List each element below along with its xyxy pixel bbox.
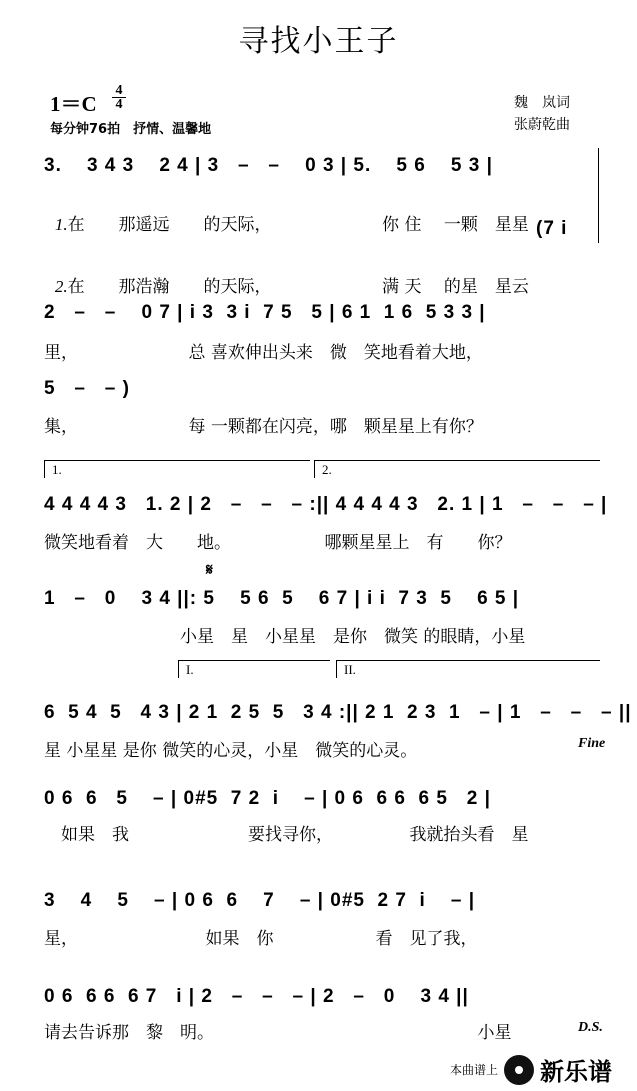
verse-number-1: 1. [54, 215, 68, 234]
time-signature-bottom: 4 [115, 97, 123, 112]
score-line-2-notes-verse-2: 5 – – ) [44, 378, 130, 399]
score-line-5-notes: 6 5 4 5 4 3 | 2 1 2 5 5 3 4 :|| 2 1 2 3 1 – | 1 – – – || [44, 702, 632, 723]
segno-icon: 𝄋 [206, 560, 213, 579]
footer-watermark [450, 1052, 612, 1087]
record-disc-icon [504, 1055, 534, 1085]
composer-credit: 张蔚乾曲 [514, 117, 570, 133]
ending-label-4: II. [344, 662, 356, 677]
tempo-marking: 每分钟76拍 抒情、温馨地 [50, 122, 212, 137]
ds-marking: D.S. [578, 1020, 603, 1035]
score-line-8-lyrics: 请去告诉那 黎 明。 小星 [44, 1023, 512, 1043]
score-line-4-lyrics: 小星 星 小星星 是你 微笑 的眼睛，小星 [44, 627, 526, 647]
song-title: 寻找小王子 [238, 24, 399, 59]
score-line-1-lyrics-verse-2 [44, 252, 529, 297]
key-signature: 1＝C [50, 92, 97, 116]
fine-marking: Fine [578, 736, 606, 751]
ending-label-2: 2. [322, 462, 332, 477]
score-line-2-notes: 2 – – 0 7 | i 3 3 i 7 5 5 | 6 1 1 6 5 3 3 | [44, 302, 486, 323]
ending-bracket-2 [314, 460, 600, 478]
score-line-8-notes: 0 6 6 6 6 7 i | 2 – – – | 2 – 0 3 4 || [44, 986, 469, 1007]
lyricist-credit: 魏 岚词 [514, 95, 570, 111]
ending-label-1: 1. [52, 462, 62, 477]
score-line-7-lyrics: 星， 如果 你 看 见了我， [44, 929, 478, 949]
score-line-1-lyrics-verse-1 [44, 190, 529, 235]
ending-bracket-1 [44, 460, 310, 478]
score-line-2-lyrics-verse-1: 里， 总 喜欢伸出头来 微 笑地看着大地， [44, 343, 483, 363]
ending-bracket-3 [178, 660, 330, 678]
score-line-2-lyrics-verse-2: 集， 每 一颗都在闪亮，哪 颗星星上有你？ [44, 417, 483, 437]
time-signature [112, 84, 126, 111]
score-line-4-notes: 1 – 0 3 4 ||: 5 5 6 5 6 7 | i i 7 3 5 6 5 | [44, 588, 520, 609]
score-line-1-notes: 3. 3 4 3 2 4 | 3 – – 0 3 | 5. 5 6 5 3 | [44, 155, 493, 176]
footer-prefix: 本曲谱上 [450, 1063, 499, 1077]
verse-number-2: 2. [54, 277, 68, 296]
barline [598, 148, 599, 243]
verse-1-text: 在 那遥远 的天际， 你 住 一颗 星星 [67, 215, 529, 235]
score-line-3-lyrics: 微笑地看着 大 地。 哪颗星星上 有 你？ [44, 533, 512, 553]
score-line-5-lyrics: 星 小星星 是你 微笑的心灵，小星 微笑的心灵。 [44, 741, 418, 761]
ending-bracket-4 [336, 660, 600, 678]
ending-label-3: I. [186, 662, 194, 677]
score-line-6-notes: 0 6 6 5 – | 0#5 7 2 i – | 0 6 6 6 6 5 2 | [44, 788, 491, 809]
score-line-7-notes: 3 4 5 – | 0 6 6 7 – | 0#5 2 7 i – | [44, 890, 476, 911]
time-signature-top: 4 [115, 83, 123, 98]
verse-2-text: 在 那浩瀚 的天际， 满 天 的星 星云 [67, 277, 529, 297]
score-line-1-alt-notes: (7 i [536, 218, 568, 239]
footer-brand: 新乐谱 [540, 1058, 613, 1086]
score-line-6-lyrics: 如果 我 要找寻你， 我就抬头看 星 [44, 825, 529, 845]
score-line-3-notes: 4 4 4 4 3 1. 2 | 2 – – – :|| 4 4 4 4 3 2. 1 | 1 – – – | [44, 494, 608, 515]
